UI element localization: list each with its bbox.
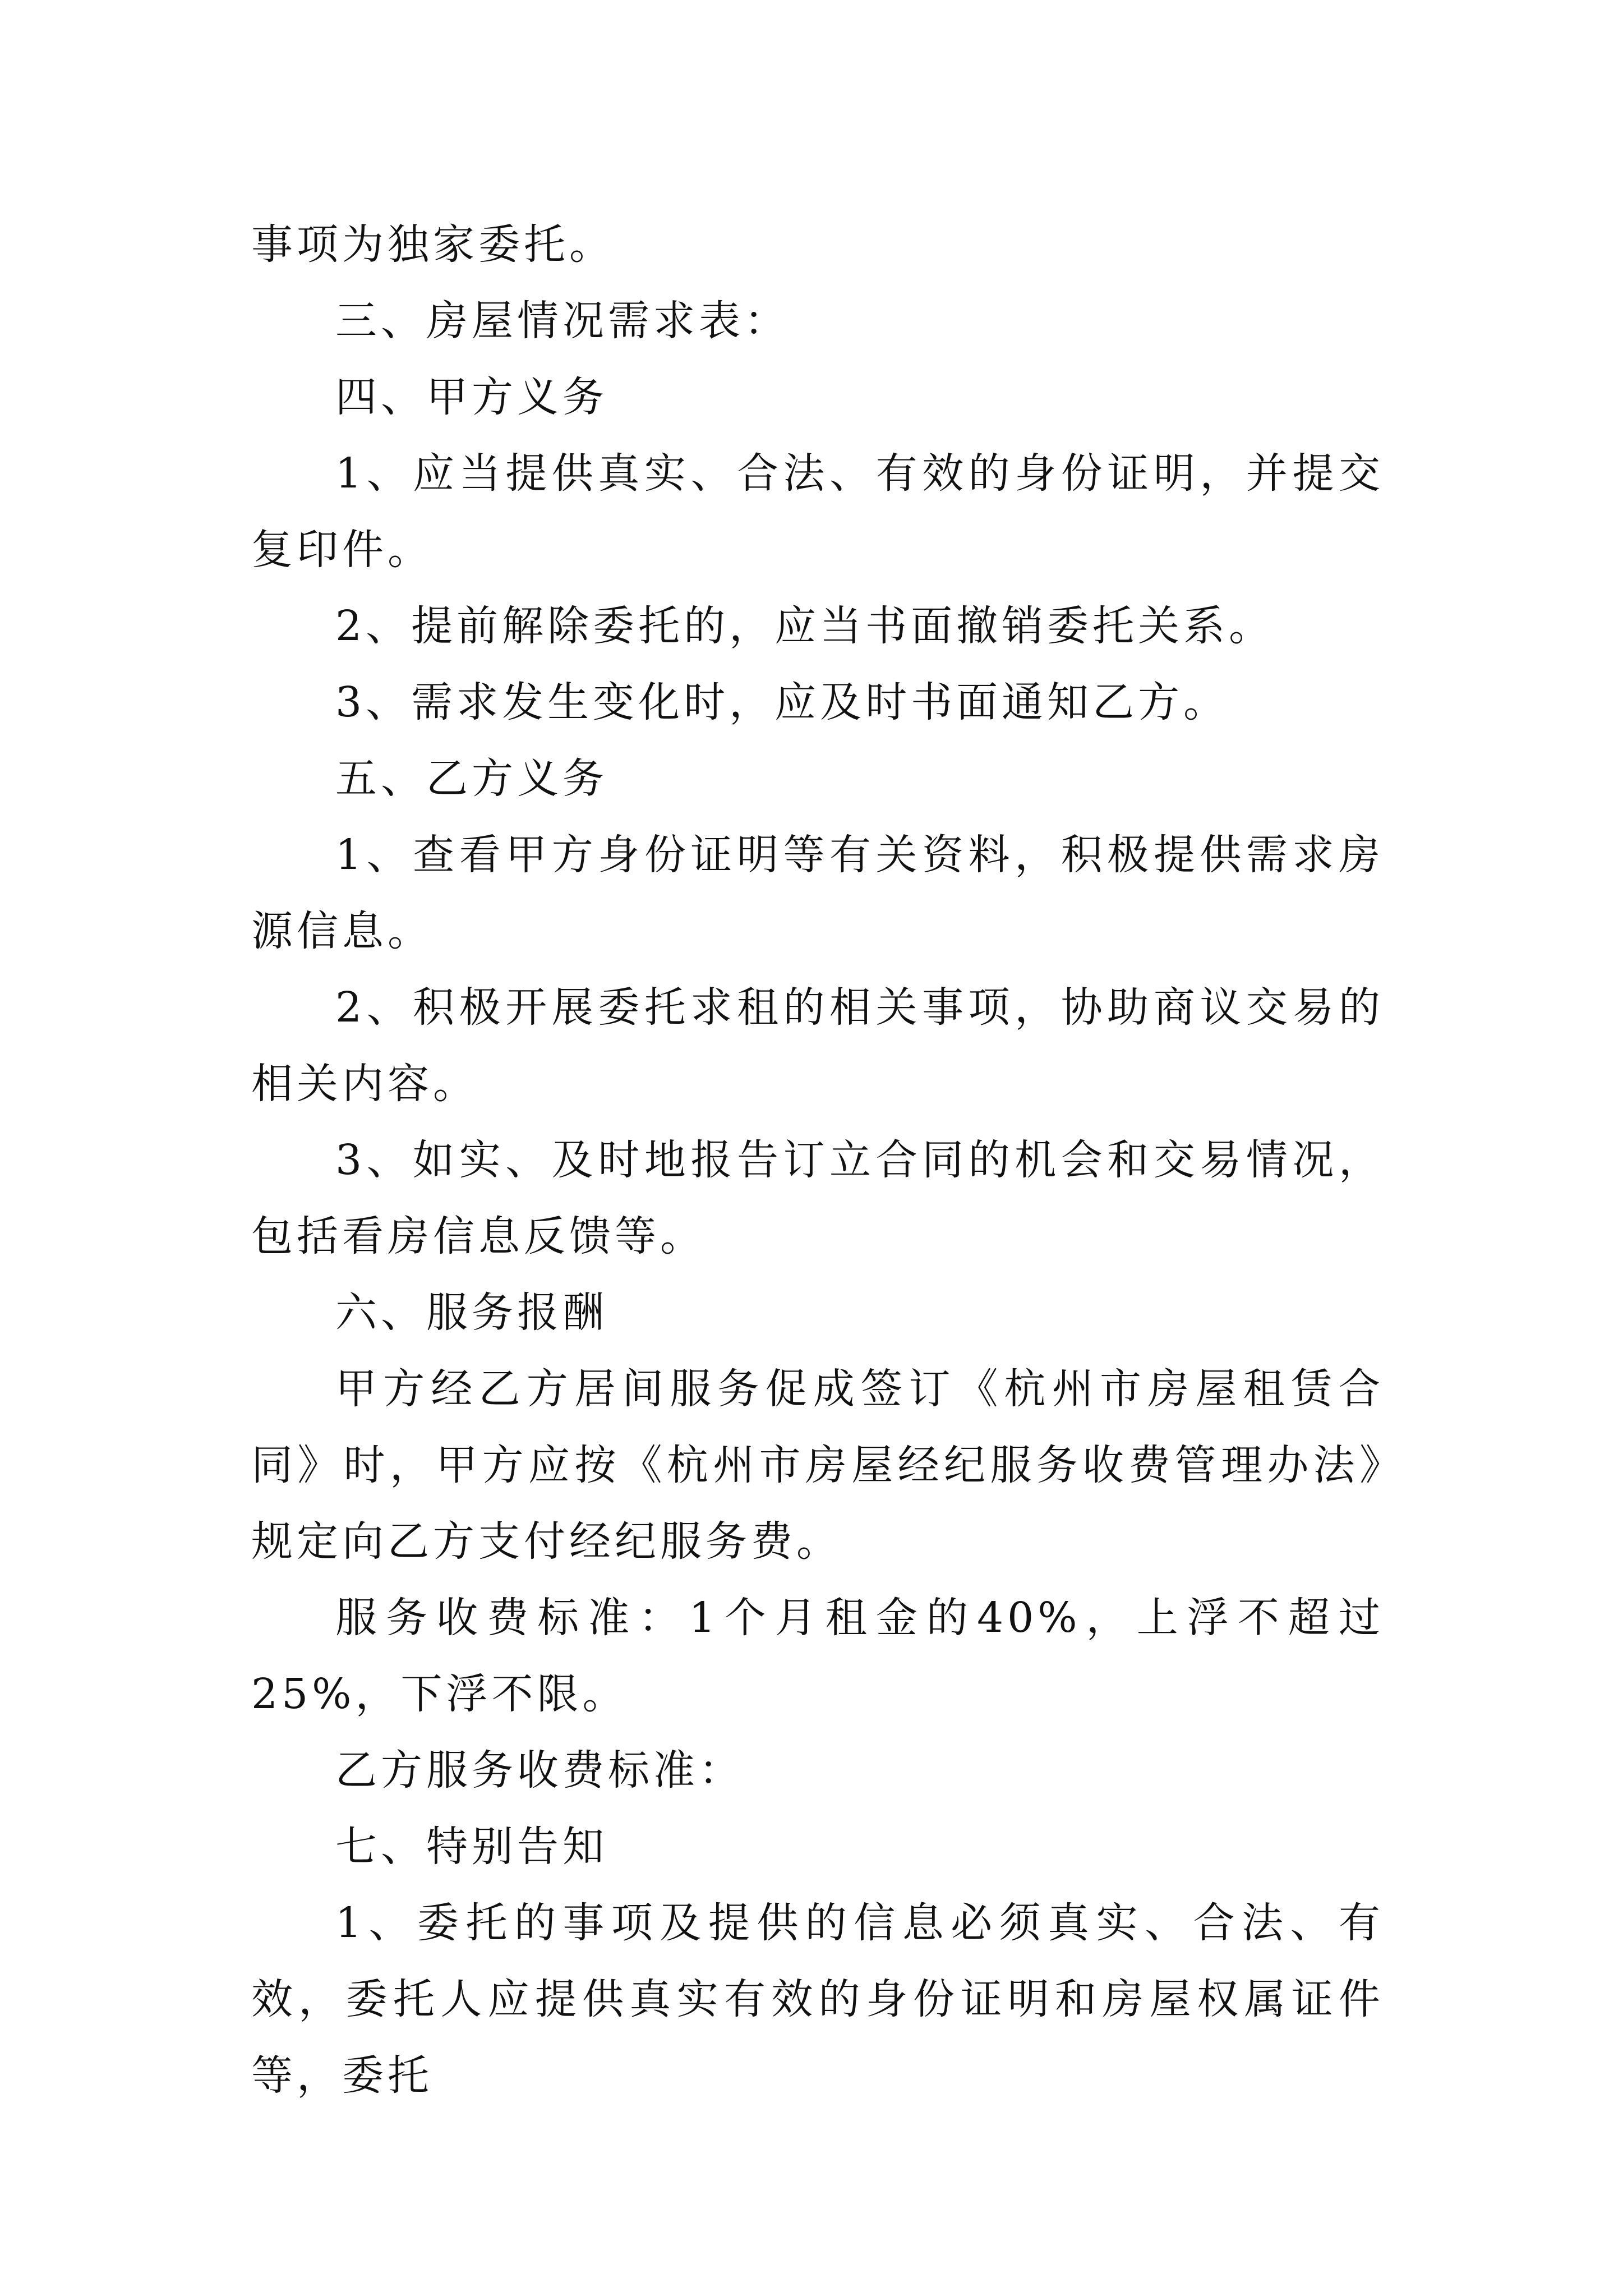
paragraph: 1、查看甲方身份证明等有关资料，积极提供需求房源信息。	[251, 831, 1384, 955]
paragraph: 3、如实、及时地报告订立合同的机会和交易情况，包括看房信息反馈等。	[251, 1136, 1384, 1260]
section-heading: 七、特别告知	[335, 1823, 608, 1871]
paragraph: 服务收费标准：1个月租金的40%，上浮不超过25%，下浮不限。	[251, 1594, 1384, 1718]
paragraph: 2、提前解除委托的，应当书面撤销委托关系。	[335, 602, 1275, 650]
paragraph: 3、需求发生变化时，应及时书面通知乙方。	[335, 678, 1229, 726]
paragraph: 乙方服务收费标准：	[335, 1746, 744, 1795]
paragraph: 事项为独家委托。	[251, 220, 615, 269]
paragraph: 1、委托的事项及提供的信息必须真实、合法、有效，委托人应提供真实有效的身份证明和房屋权属证件等，委托	[251, 1899, 1384, 2100]
section-heading: 三、房屋情况需求表：	[335, 297, 790, 345]
document-body	[251, 206, 1384, 2114]
section-heading: 五、乙方义务	[335, 754, 608, 803]
section-heading: 六、服务报酬	[335, 1289, 608, 1337]
paragraph: 2、积极开展委托求租的相关事项，协助商议交易的相关内容。	[251, 983, 1384, 1108]
paragraph: 1、应当提供真实、合法、有效的身份证明，并提交复印件。	[251, 449, 1384, 574]
paragraph: 甲方经乙方居间服务促成签订《杭州市房屋租赁合同》时，甲方应按《杭州市房屋经纪服务收费管理办法》规定向乙方支付经纪服务费。	[251, 1365, 1384, 1566]
section-heading: 四、甲方义务	[335, 373, 608, 421]
